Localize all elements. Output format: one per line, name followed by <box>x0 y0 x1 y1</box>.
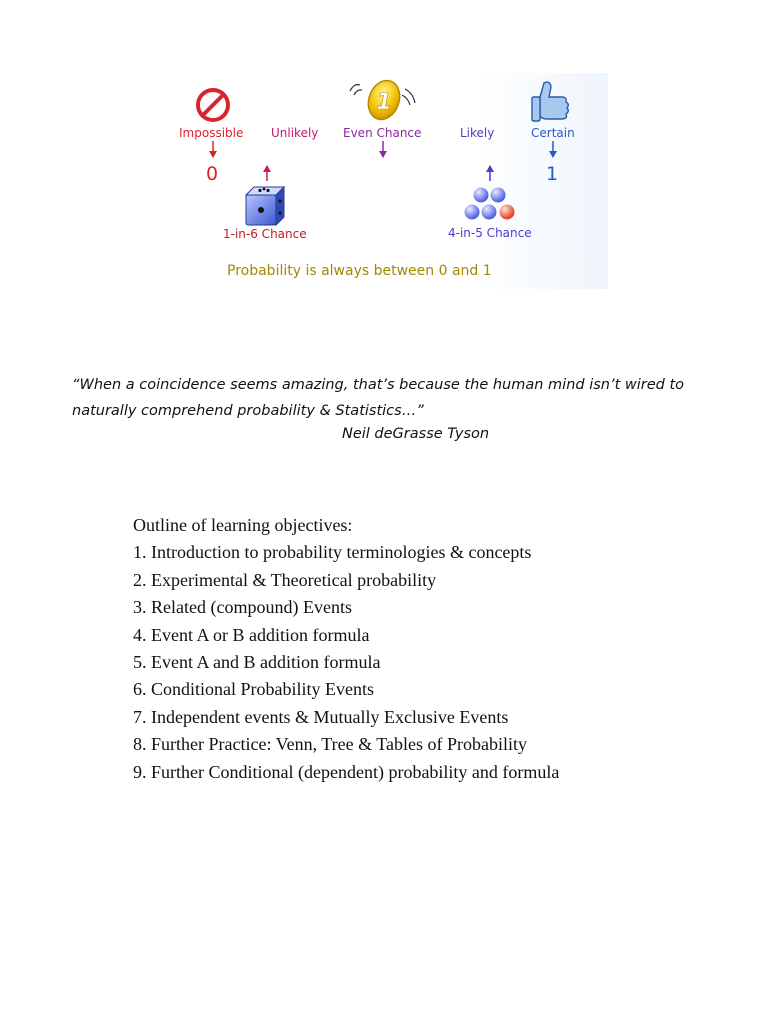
no-entry-icon <box>198 90 228 120</box>
dice-icon <box>246 187 284 225</box>
label-four-in-five: 4-in-5 Chance <box>448 226 532 240</box>
objective-item: 3. Related (compound) Events <box>133 597 352 618</box>
objective-item: 7. Independent events & Mutually Exclusive Events <box>133 706 509 727</box>
objective-item: 8. Further Practice: Venn, Tree & Tables of Probability <box>133 734 528 755</box>
objective-item: 4. Event A or B addition formula <box>133 624 370 645</box>
quote-text: “When a coincidence seems amazing, that’s because the human mind isn’t wired to naturally comprehend probability & Statistics…” <box>72 377 685 419</box>
objectives-list <box>133 539 559 786</box>
label-unlikely: Unlikely <box>271 126 319 140</box>
arrow-one-in-six <box>263 165 271 181</box>
probability-scale-graphic <box>162 73 608 289</box>
balls-icon <box>465 188 515 220</box>
outline-heading: Outline of learning objectives: <box>133 515 353 535</box>
objective-item: 2. Experimental & Theoretical probability <box>133 569 437 590</box>
objective-item: 9. Further Conditional (dependent) probability and formula <box>133 761 560 782</box>
learning-objectives-outline <box>133 512 559 786</box>
arrow-even-chance <box>379 141 387 158</box>
objective-item: 5. Event A and B addition formula <box>133 652 381 673</box>
objective-item: 1. Introduction to probability terminologies & concepts <box>133 542 532 563</box>
arrow-impossible <box>209 141 217 158</box>
objective-item: 6. Conditional Probability Events <box>133 679 374 700</box>
label-certain: Certain <box>531 126 575 140</box>
svg-text:1: 1 <box>376 90 392 115</box>
label-zero: 0 <box>206 163 219 185</box>
label-one: 1 <box>546 163 559 185</box>
arrow-certain <box>549 141 557 158</box>
arrow-four-in-five <box>486 165 494 181</box>
thumbs-up-icon <box>532 82 568 121</box>
figure-caption: Probability is always between 0 and 1 <box>227 263 492 279</box>
label-one-in-six: 1-in-6 Chance <box>223 227 307 241</box>
quote-author: Neil deGrasse Tyson <box>342 426 490 442</box>
coin-icon <box>350 76 415 124</box>
probability-scale-figure <box>162 73 608 289</box>
label-impossible: Impossible <box>179 126 244 140</box>
label-likely: Likely <box>460 126 495 140</box>
label-even-chance: Even Chance <box>343 126 422 140</box>
